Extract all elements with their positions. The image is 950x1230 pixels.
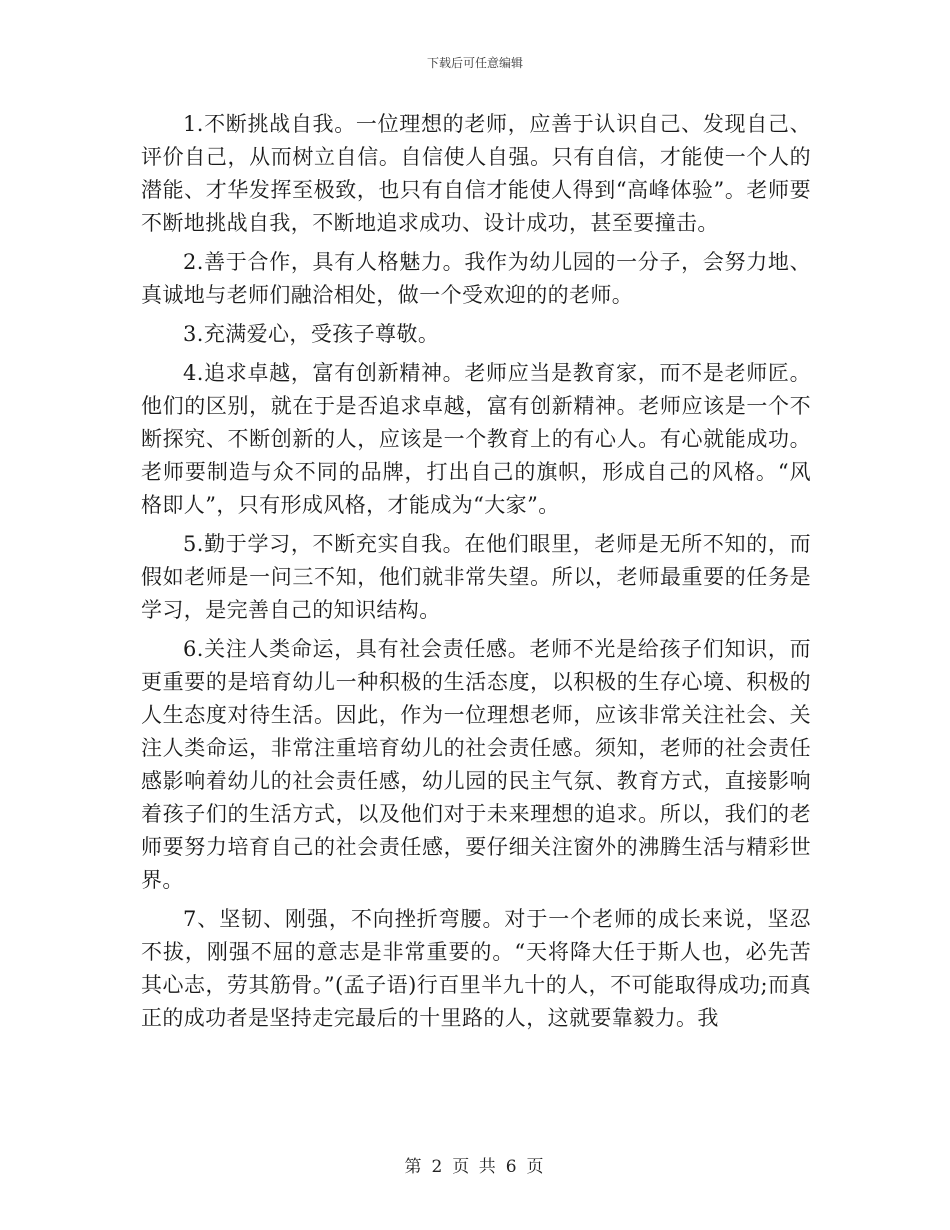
paragraph-3: 3.充满爱心，受孩子尊敬。: [183, 322, 440, 346]
page-number: 2: [431, 1157, 445, 1177]
footer-middle: 页 共: [452, 1157, 498, 1177]
total-pages: 6: [505, 1157, 519, 1177]
paragraph-1: 1.不断挑战自我。一位理想的老师，应善于认识自己、发现自己、评价自己，从而树立自信。自信使人自强。只有自信，才能使一个人的潜能、才华发挥至极致，也只有自信才能使人得到“高峰体验”。老师要不断地挑战自我，不断地追求成功、设计成功，甚至要撞击。: [141, 112, 811, 235]
paragraph-5: 5.勤于学习，不断充实自我。在他们眼里，老师是无所不知的，而假如老师是一问三不知，他们就非常失望。所以，老师最重要的任务是学习，是完善自己的知识结构。: [141, 532, 811, 622]
page-footer: [0, 1152, 950, 1177]
footer-prefix: 第: [404, 1157, 424, 1177]
paragraph-2: 2.善于合作，具有人格魅力。我作为幼儿园的一分子，会努力地、真诚地与老师们融洽相处，做一个受欢迎的的老师。: [141, 250, 811, 307]
paragraph-7: 7、坚韧、刚强，不向挫折弯腰。对于一个老师的成长来说，坚忍不拔，刚强不屈的意志是非常重要的。“天将降大任于斯人也，必先苦其心志，劳其筋骨。”(孟子语)行百里半九十的人，不可能取得成功;而真正的成功者是坚持走完最后的十里路的人，这就要靠毅力。我: [141, 907, 811, 1030]
paragraph-6: 6.关注人类命运，具有社会责任感。老师不光是给孩子们知识，而更重要的是培育幼儿一种积极的生活态度，以积极的生存心境、积极的人生态度对待生活。因此，作为一位理想老师，应该非常关注社会、关注人类命运，非常注重培育幼儿的社会责任感。须知，老师的社会责任感影响着幼儿的社会责任感，幼儿园的民主气氛、教育方式，直接影响着孩子们的生活方式，以及他们对于未来理想的追求。所以，我们的老师要努力培育自己的社会责任感，要仔细关注窗外的沸腾生活与精彩世界。: [141, 637, 811, 892]
paragraph-4: 4.追求卓越，富有创新精神。老师应当是教育家，而不是老师匠。他们的区别，就在于是否追求卓越，富有创新精神。老师应该是一个不断探究、不断创新的人，应该是一个教育上的有心人。有心就能成功。老师要制造与众不同的品牌，打出自己的旗帜，形成自己的风格。“风格即人”，只有形成风格，才能成为“大家”。: [141, 361, 811, 517]
document-body: [141, 108, 811, 1041]
footer-suffix: 页: [526, 1157, 546, 1177]
page-header: 下载后可任意编辑: [426, 56, 523, 70]
